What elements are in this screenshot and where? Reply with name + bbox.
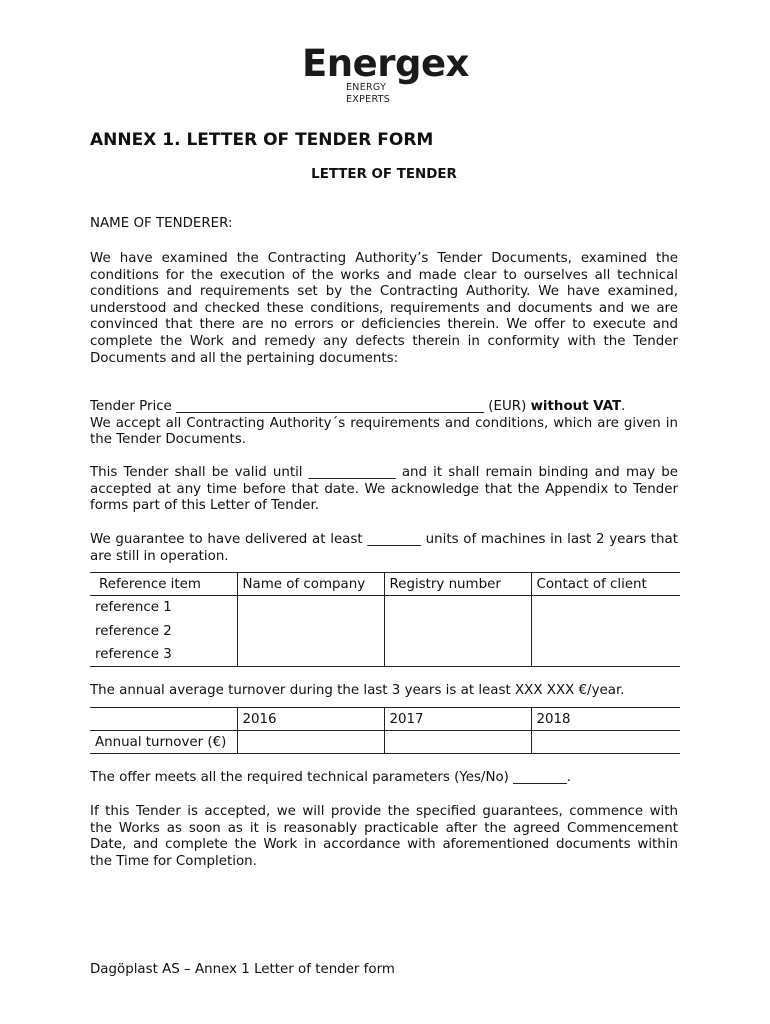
header-registry-number: Registry number: [384, 573, 531, 596]
header-reference-item: Reference item: [90, 573, 237, 596]
contact-cell[interactable]: [531, 596, 680, 620]
annual-turnover-label: Annual turnover (€): [90, 731, 237, 754]
company-cell[interactable]: [237, 643, 384, 667]
final-paragraph: If this Tender is accepted, we will provide the specified guarantees, commence with the Works as soon as it is reasonably practicable after the agreed Commencement Date, and complete the Work in accordance with aforementioned documents within the Time for Completion.: [90, 804, 678, 869]
reference-table-header: [90, 573, 680, 596]
header-name-of-company: Name of company: [237, 573, 384, 596]
contact-cell[interactable]: [531, 643, 680, 667]
page-footer: Dagöplast AS – Annex 1 Letter of tender form: [90, 962, 395, 977]
tender-price-period: .: [621, 399, 626, 414]
registry-cell[interactable]: [384, 620, 531, 643]
table-row: [90, 620, 680, 643]
header-contact-of-client: Contact of client: [531, 573, 680, 596]
turnover-2018-cell[interactable]: [531, 731, 680, 754]
turnover-2017-cell[interactable]: [384, 731, 531, 754]
table-row: [90, 596, 680, 620]
tenderer-name-label: NAME OF TENDERER:: [90, 216, 233, 231]
tender-price-section: [90, 399, 678, 449]
company-cell[interactable]: [237, 596, 384, 620]
reference-item-cell: reference 3: [90, 643, 237, 667]
contact-cell[interactable]: [531, 620, 680, 643]
validity-paragraph: This Tender shall be valid until _____________ and it shall remain binding and may be accepted at any time before that date. We acknowledge that the Appendix to Tender forms part of this Letter of Tender.: [90, 465, 678, 514]
year-2018-header: 2018: [531, 708, 680, 731]
company-logo: [302, 42, 472, 105]
turnover-table: [90, 707, 680, 754]
guarantee-paragraph: We guarantee to have delivered at least ________ units of machines in last 2 years that are still in operation.: [90, 532, 678, 564]
turnover-table-header: [90, 708, 680, 731]
registry-cell[interactable]: [384, 596, 531, 620]
letter-subtitle: LETTER OF TENDER: [311, 167, 457, 182]
year-2017-header: 2017: [384, 708, 531, 731]
turnover-2016-cell[interactable]: [237, 731, 384, 754]
turnover-paragraph: The annual average turnover during the last 3 years is at least XXX XXX €/year.: [90, 683, 625, 698]
logo-tagline-line-2: EXPERTS: [346, 94, 391, 105]
year-2016-header: 2016: [237, 708, 384, 731]
table-row: [90, 731, 680, 754]
examination-paragraph: We have examined the Contracting Authority’s Tender Documents, examined the conditions for the execution of the works and made clear to ourselves all technical conditions and requirements set by the Contracting Authority. We have examined, understood and checked these conditions, requirements and documents and we are convinced that there are no errors or deficiencies therein. We offer to execute and complete the Work and remedy any defects therein in conformity with the Tender Documents and all the pertaining documents:: [90, 251, 678, 366]
logo-tagline-line-1: ENERGY: [346, 82, 387, 93]
reference-item-cell: reference 1: [95, 600, 172, 616]
logo-tagline: [346, 82, 390, 106]
logo-wordmark: Energex: [302, 42, 469, 85]
reference-table: [90, 572, 680, 667]
acceptance-paragraph: We accept all Contracting Authority´s requirements and conditions, which are given in the Tender Documents.: [90, 415, 678, 448]
tender-price-line: [90, 399, 678, 416]
reference-item-cell: reference 2: [95, 623, 172, 639]
company-cell[interactable]: [237, 620, 384, 643]
turnover-corner-cell: [90, 708, 237, 731]
without-vat-text: without VAT: [530, 399, 622, 414]
technical-parameters-line: The offer meets all the required technical parameters (Yes/No) ________.: [90, 770, 571, 785]
annex-title: ANNEX 1. LETTER OF TENDER FORM: [90, 130, 434, 150]
tender-price-field: Tender Price ______________________________________________ (EUR): [90, 399, 531, 414]
registry-cell[interactable]: [384, 643, 531, 667]
table-row: [90, 643, 680, 667]
